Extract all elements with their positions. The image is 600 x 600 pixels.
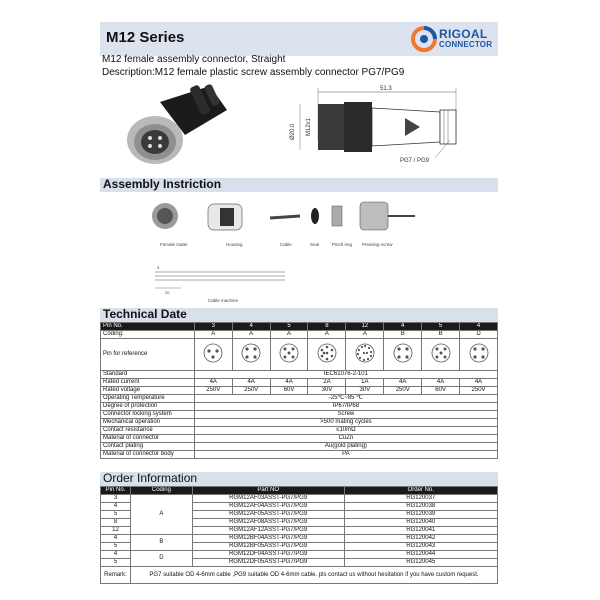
current-cell: 4A bbox=[384, 379, 422, 387]
order-number: RG120037 bbox=[344, 495, 498, 503]
voltage-cell: 250V bbox=[460, 387, 498, 395]
standard-label: Standard bbox=[101, 371, 195, 379]
spec-label: Degree of protection bbox=[101, 403, 195, 411]
part-label-female: Female mater bbox=[160, 242, 188, 247]
diameter-dimension: Ø20.0 bbox=[290, 123, 296, 140]
coding-cell: A bbox=[346, 331, 384, 339]
pin-cell: 4 bbox=[384, 323, 422, 331]
spec-value: IP67/IP68 bbox=[194, 403, 497, 411]
logo-icon bbox=[410, 25, 438, 53]
voltage-cell: 60V bbox=[422, 387, 460, 395]
pin-cell: 5 bbox=[270, 323, 308, 331]
cable-strip-diagram bbox=[145, 262, 295, 298]
current-cell: 4A bbox=[232, 379, 270, 387]
current-cell: 4A bbox=[460, 379, 498, 387]
spec-row bbox=[101, 427, 498, 435]
order-pin: 5 bbox=[101, 559, 131, 567]
connector-photo bbox=[115, 80, 235, 170]
order-number: RG120040 bbox=[344, 519, 498, 527]
order-coding-d: D bbox=[130, 551, 192, 567]
pin-face-icon bbox=[384, 339, 422, 371]
spec-label: Material of connector bbox=[101, 435, 195, 443]
order-number: RG120044 bbox=[344, 551, 498, 559]
order-pin: 5 bbox=[101, 543, 131, 551]
pin-reference-row bbox=[101, 339, 498, 371]
order-part: RGM12AF08ASST-PG7/PG9 bbox=[192, 519, 344, 527]
assembly-parts-illustration bbox=[140, 196, 420, 244]
remark-row bbox=[101, 567, 498, 584]
current-cell: 1A bbox=[346, 379, 384, 387]
technical-heading-band bbox=[100, 308, 498, 322]
spec-value: >500 mating cycles bbox=[194, 419, 497, 427]
voltage-cell: 30V bbox=[346, 387, 384, 395]
order-part: RGM12AF03ASST-PG7/PG9 bbox=[192, 495, 344, 503]
spec-value: ≤10mΩ bbox=[194, 427, 497, 435]
coding-cell: D bbox=[460, 331, 498, 339]
spec-row bbox=[101, 443, 498, 451]
remark-label: Remark: bbox=[101, 567, 131, 584]
order-heading-band bbox=[100, 472, 498, 486]
order-coding-b: B bbox=[130, 535, 192, 551]
pin-face-icon bbox=[232, 339, 270, 371]
logo-text-connector: CONNECTOR bbox=[439, 40, 493, 49]
table-row bbox=[101, 551, 498, 559]
assembly-heading: Assembly Instriction bbox=[103, 177, 222, 191]
pin-no-row bbox=[101, 323, 498, 331]
rated-voltage-label: Rated voltage bbox=[101, 387, 195, 395]
strip-dim-5: 5 bbox=[157, 265, 160, 270]
spec-label: Connector locking system bbox=[101, 411, 195, 419]
order-coding-a: A bbox=[130, 495, 192, 535]
assembly-heading-band bbox=[100, 178, 498, 192]
order-part: RGM12DF05ASST-PG7/PG9 bbox=[192, 559, 344, 567]
standard-row bbox=[101, 371, 498, 379]
table-row bbox=[101, 495, 498, 503]
length-dimension: 51.3 bbox=[380, 86, 392, 92]
coding-cell: A bbox=[194, 331, 232, 339]
order-table bbox=[100, 486, 498, 584]
pin-face-icon bbox=[460, 339, 498, 371]
order-part: RGM12AF05ASST-PG7/PG9 bbox=[192, 511, 344, 519]
order-part: RGM12BF04ASST-PG7/PG9 bbox=[192, 535, 344, 543]
order-number: RG120045 bbox=[344, 559, 498, 567]
spec-value: -25℃~85 ℃ bbox=[194, 395, 497, 403]
thread-dimension: M12x1 bbox=[306, 117, 312, 136]
technical-heading: Technical Date bbox=[103, 307, 187, 321]
spec-label: Mechanical operation bbox=[101, 419, 195, 427]
pin-no-label: Pin No. bbox=[101, 323, 195, 331]
spec-value: CuZn bbox=[194, 435, 497, 443]
order-number: RG120039 bbox=[344, 511, 498, 519]
current-cell: 2A bbox=[308, 379, 346, 387]
coding-cell: B bbox=[384, 331, 422, 339]
page-title: M12 Series bbox=[106, 29, 185, 46]
remark-text: PG7 suitable OD 4-6mm cable ,PG9 suitable OD 4-6mm cable. pls contact us without hesitation if you have custom request. bbox=[130, 567, 497, 584]
coding-label: Coding: bbox=[101, 331, 195, 339]
order-number: RG120042 bbox=[344, 535, 498, 543]
spec-label: Contact plating bbox=[101, 443, 195, 451]
spec-row bbox=[101, 419, 498, 427]
order-number: RG120041 bbox=[344, 527, 498, 535]
rated-voltage-row bbox=[101, 387, 498, 395]
company-logo bbox=[408, 22, 500, 56]
technical-table bbox=[100, 322, 498, 459]
coding-cell: A bbox=[270, 331, 308, 339]
standard-value: IEC61076-2-101 bbox=[194, 371, 497, 379]
order-header-order: Order No. bbox=[344, 487, 498, 495]
part-label-pinch-ring: Pinch ring bbox=[332, 242, 353, 247]
voltage-cell: 30V bbox=[308, 387, 346, 395]
spec-label: Operating Temperature bbox=[101, 395, 195, 403]
order-pin: 5 bbox=[101, 511, 131, 519]
pin-cell: 3 bbox=[194, 323, 232, 331]
rated-current-row bbox=[101, 379, 498, 387]
order-pin: 4 bbox=[101, 551, 131, 559]
rated-current-label: Rated current bbox=[101, 379, 195, 387]
part-label-seal: Seal bbox=[310, 242, 320, 247]
strip-dim-20: 20 bbox=[165, 290, 170, 295]
part-label-cable: Cable bbox=[280, 242, 292, 247]
order-heading: Order Information bbox=[103, 471, 198, 485]
part-label-pressing-screw: Pressing screw bbox=[362, 242, 393, 247]
product-description: Description:M12 female plastic screw assembly connector PG7/PG9 bbox=[102, 67, 405, 78]
order-header-coding: Coding bbox=[130, 487, 192, 495]
spec-label: Material of connector body bbox=[101, 451, 195, 459]
spec-value: Au(gold plating) bbox=[194, 443, 497, 451]
order-header-part: Part NO bbox=[192, 487, 344, 495]
spec-row bbox=[101, 411, 498, 419]
cable-machine-label: Cable machine bbox=[208, 298, 239, 303]
pin-ref-label: Pin for reference bbox=[101, 339, 195, 371]
order-pin: 4 bbox=[101, 503, 131, 511]
pin-face-icon bbox=[346, 339, 384, 371]
coding-row bbox=[101, 331, 498, 339]
pin-face-icon bbox=[194, 339, 232, 371]
pin-cell: 4 bbox=[460, 323, 498, 331]
pin-cell: 5 bbox=[422, 323, 460, 331]
coding-cell: A bbox=[308, 331, 346, 339]
order-header-row bbox=[101, 487, 498, 495]
coding-cell: A bbox=[232, 331, 270, 339]
order-number: RG120043 bbox=[344, 543, 498, 551]
pin-cell: 8 bbox=[308, 323, 346, 331]
spec-row bbox=[101, 395, 498, 403]
spec-label: Contact resistance bbox=[101, 427, 195, 435]
spec-row bbox=[101, 435, 498, 443]
order-pin: 8 bbox=[101, 519, 131, 527]
part-label-housing: Housing bbox=[226, 242, 243, 247]
voltage-cell: 60V bbox=[270, 387, 308, 395]
current-cell: 4A bbox=[422, 379, 460, 387]
spec-row bbox=[101, 403, 498, 411]
pin-face-icon bbox=[308, 339, 346, 371]
voltage-cell: 250V bbox=[194, 387, 232, 395]
pin-cell: 4 bbox=[232, 323, 270, 331]
spec-value: Screw bbox=[194, 411, 497, 419]
logo-text-rigoal: RIGOAL bbox=[439, 27, 488, 41]
coding-cell: B bbox=[422, 331, 460, 339]
order-part: RGM12AF12ASST-PG7/PG9 bbox=[192, 527, 344, 535]
dimension-drawing bbox=[280, 80, 470, 170]
order-part: RGM12BF05ASST-PG7/PG9 bbox=[192, 543, 344, 551]
pin-face-icon bbox=[422, 339, 460, 371]
current-cell: 4A bbox=[270, 379, 308, 387]
product-subtitle: M12 female assembly connector, Straight bbox=[102, 54, 286, 65]
order-pin: 3 bbox=[101, 495, 131, 503]
order-pin: 12 bbox=[101, 527, 131, 535]
current-cell: 4A bbox=[194, 379, 232, 387]
pin-face-icon bbox=[270, 339, 308, 371]
spec-row bbox=[101, 451, 498, 459]
table-row bbox=[101, 535, 498, 543]
order-part: RGM12DF04ASST-PG7/PG9 bbox=[192, 551, 344, 559]
spec-value: PA bbox=[194, 451, 497, 459]
voltage-cell: 250V bbox=[232, 387, 270, 395]
order-header-pin: Pin No. bbox=[101, 487, 131, 495]
gland-label: PG7 / PG9 bbox=[400, 158, 430, 164]
order-number: RG120038 bbox=[344, 503, 498, 511]
voltage-cell: 250V bbox=[384, 387, 422, 395]
order-part: RGM12AF04ASST-PG7/PG9 bbox=[192, 503, 344, 511]
pin-cell: 12 bbox=[346, 323, 384, 331]
order-pin: 4 bbox=[101, 535, 131, 543]
